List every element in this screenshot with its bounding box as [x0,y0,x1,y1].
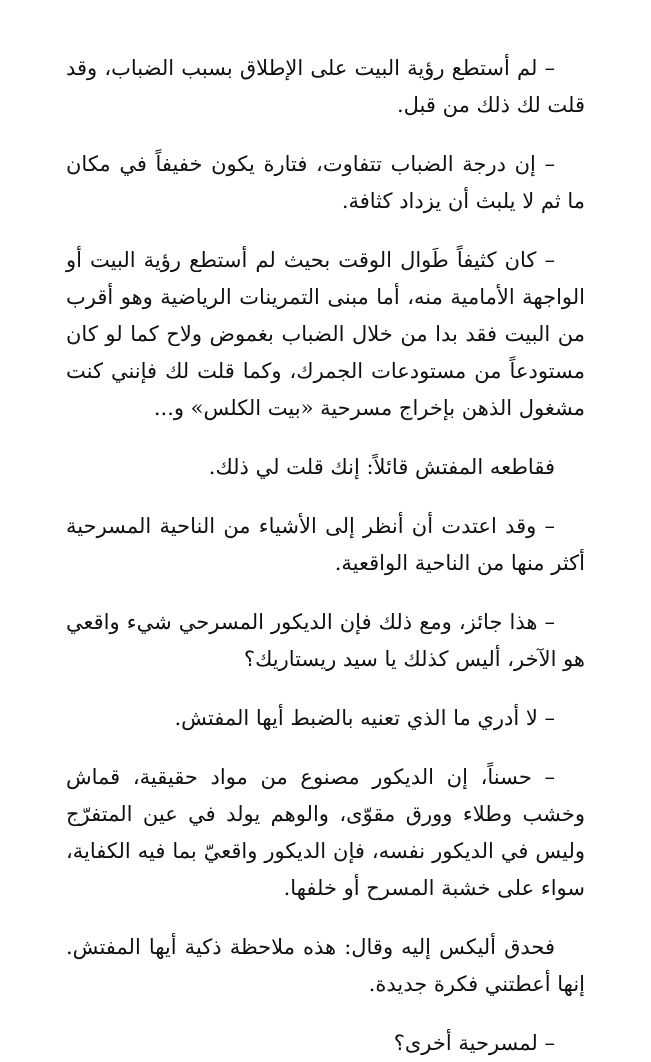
paragraph-9: فحدق أليكس إليه وقال: هذه ملاحظة ذكية أيها المفتش. إنها أعطتني فكرة جديدة. [66,935,585,996]
paragraph-1: – لم أستطع رؤية البيت على الإطلاق بسبب الضباب، وقد قلت لك ذلك من قبل. [66,56,585,117]
paragraph-7: – لا أدري ما الذي تعنيه بالضبط أيها المفتش. [174,706,555,730]
paragraph-10: – لمسرحية أخرى؟ [393,1031,555,1055]
paragraph-3: – كان كثيفاً طَوال الوقت بحيث لم أستطع رؤية البيت أو الواجهة الأمامية منه، أما مبنى التمرينات الرياضية وهو أقرب من البيت فقد بدا من خلال الضباب بغموض ولاح كما لو كان مستودعاً من مستودعات الجمرك، وكما قلت لك فإنني كنت مشغول الذهن بإخراج مسرحية «بيت الكلس» و... [66,248,585,420]
paragraph-5: – وقد اعتدت أن أنظر إلى الأشياء من الناحية المسرحية أكثر منها من الناحية الواقعية. [66,514,585,575]
paragraph-8: – حسناً، إن الديكور مصنوع من مواد حقيقية، قماش وخشب وطلاء وورق مقوّى، والوهم يولد في عين المتفرّج وليس في الديكور نفسه، فإن الديكور واقعيّ بما فيه الكفاية، سواء على خشبة المسرح أو خلفها. [66,765,585,900]
paragraph-6: – هذا جائز، ومع ذلك فإن الديكور المسرحي شيء واقعي هو الآخر، أليس كذلك يا سيد ريستاريك؟ [66,610,585,671]
paragraph-4: فقاطعه المفتش قائلاً: إنك قلت لي ذلك. [208,455,555,479]
paragraph-2: – إن درجة الضباب تتفاوت، فتارة يكون خفيفاً في مكان ما ثم لا يلبث أن يزداد كثافة. [66,152,585,213]
